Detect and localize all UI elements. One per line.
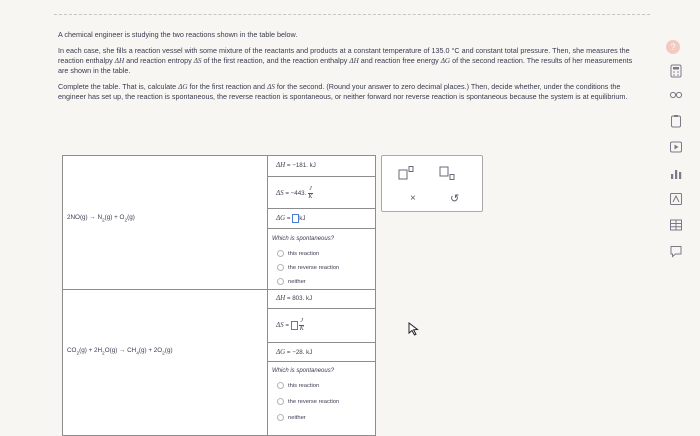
chart-icon[interactable] [669, 166, 683, 180]
row-divider [63, 289, 375, 290]
radio-button[interactable] [277, 398, 284, 405]
radio-button[interactable] [277, 382, 284, 389]
cell-divider [267, 176, 375, 177]
intro-text: Complete the table. That is, calculate [58, 82, 179, 91]
mouse-cursor-icon [408, 322, 420, 336]
delta-s-symbol: ΔS [267, 83, 275, 91]
delta-h-symbol: ΔH [349, 57, 359, 65]
calculator-icon[interactable] [669, 64, 683, 78]
answer-toolbar [381, 155, 483, 212]
reaction-1-delta-g: ΔG = kJ [276, 214, 306, 223]
radio-button[interactable] [277, 250, 284, 257]
help-icon[interactable]: ? [666, 40, 680, 54]
reaction-1-option-neither[interactable]: neither [285, 278, 306, 285]
delta-h-symbol: ΔH [114, 57, 125, 65]
intro-text: for the first reaction and [187, 82, 268, 91]
cell-divider [267, 208, 375, 209]
unit-fraction: $\frac{J}{K}$ [308, 186, 313, 200]
delta-g-symbol: ΔG [178, 83, 188, 91]
cell-divider [267, 228, 375, 229]
grid-table-icon[interactable] [669, 218, 683, 232]
reaction-2-equation: $CO_2(g) + 2H_2O(g) \to CH_4(g) + 2O_2(g)$ [67, 347, 173, 357]
reaction-1-delta-h: ΔH = −181. kJ [276, 161, 316, 169]
reaction-2-option-reverse[interactable]: the reverse reaction [285, 398, 339, 405]
radio-button[interactable] [277, 414, 284, 421]
reaction-table [62, 155, 376, 436]
superscript-template-icon[interactable] [398, 166, 414, 180]
intro-line: A chemical engineer is studying the two reactions shown in the table below. [58, 30, 298, 39]
reaction-1-equation: $2NO(g) \to N_2(g) + O_2(g)$ [67, 214, 135, 224]
reaction-2-option-this-reaction[interactable]: this reaction [285, 382, 319, 389]
radio-button[interactable] [277, 278, 284, 285]
intro-text: In each case, she fills a reaction vessel with some mixture of the reactants and products at a constant temperature of 135.0 °C and constant total pressure. Then, she measures the reaction enthalpy [58, 46, 630, 65]
intro-paragraph-2 [58, 46, 638, 76]
reaction-1-option-reverse[interactable]: the reverse reaction [285, 264, 339, 271]
column-divider [267, 156, 268, 435]
cell-divider [267, 308, 375, 309]
clipboard-icon[interactable] [669, 114, 683, 128]
message-icon[interactable] [669, 244, 683, 258]
intro-text: of the first reaction, and the reaction enthalpy [201, 56, 350, 65]
intro-paragraph-3 [58, 82, 638, 102]
reaction-1-prompt: Which is spontaneous? [272, 236, 335, 242]
play-video-icon[interactable] [669, 140, 683, 154]
undo-icon[interactable]: ↺ [450, 193, 460, 205]
delta-g-symbol: ΔG [440, 57, 451, 65]
intro-text: and reaction entropy [124, 56, 194, 65]
reaction-2-delta-h: ΔH = 803. kJ [276, 294, 313, 302]
subscript-template-icon[interactable] [439, 166, 457, 180]
glasses-icon[interactable] [669, 88, 683, 102]
reaction-1-delta-s: ΔS = −443. $\frac{J}{K}$ [276, 186, 313, 200]
intro-text: of the second reaction. The results of her measurements are shown in the table. [58, 56, 633, 75]
cell-divider [267, 361, 375, 362]
delta-s-answer-input[interactable] [291, 321, 298, 330]
reaction-2-prompt: Which is spontaneous? [272, 368, 335, 374]
reaction-2-option-neither[interactable]: neither [285, 414, 306, 421]
intro-text: for the second. (Round your answer to zero decimal places.) Then, decide whether, under the conditions the engineer has set up, the reaction is spontaneous, the reverse reaction is spontaneous, or neither forward nor reverse reaction is spontaneous because the system is at equilibrium. [58, 82, 628, 101]
cell-divider [267, 342, 375, 343]
question-text [58, 30, 638, 106]
radio-button[interactable] [277, 264, 284, 271]
reaction-1-option-this-reaction[interactable]: this reaction [285, 250, 319, 257]
right-sidebar [664, 0, 700, 436]
periodic-table-icon[interactable] [669, 192, 683, 206]
reaction-2-delta-g: ΔG = −28. kJ [276, 348, 313, 356]
reaction-2-delta-s: ΔS = $\frac{J}{K}$ [276, 318, 304, 332]
unit-fraction: $\frac{J}{K}$ [299, 318, 304, 332]
delta-s-symbol: ΔS [193, 57, 202, 65]
divider [54, 14, 650, 15]
clear-icon[interactable]: × [410, 193, 416, 204]
intro-text: and reaction free energy [358, 56, 441, 65]
